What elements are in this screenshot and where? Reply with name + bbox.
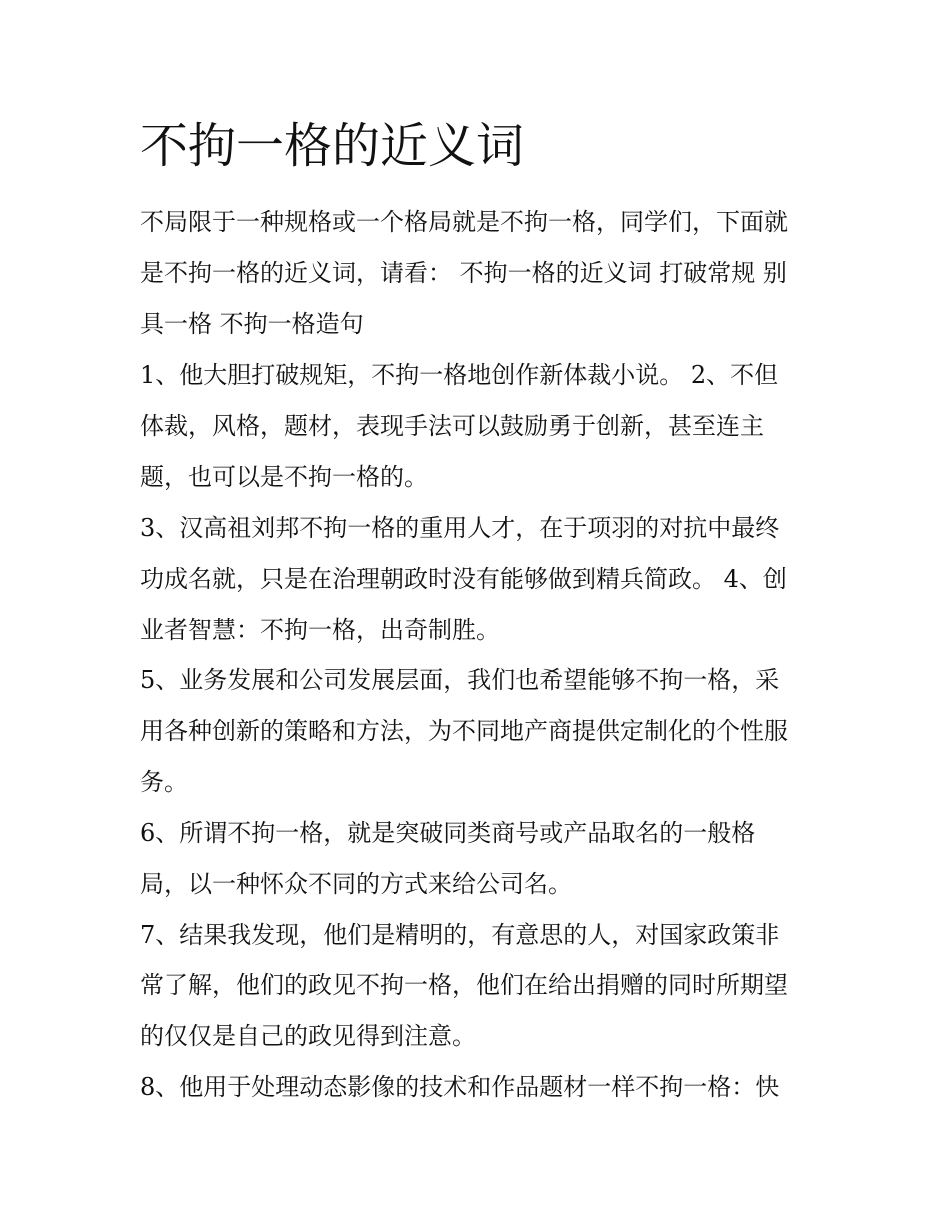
text-line: 8、他用于处理动态影像的技术和作品题材一样不拘一格：快 [140,1073,780,1101]
text-line: 用各种创新的策略和方法，为不同地产商提供定制化的个性服 [140,717,788,745]
text-line: 3、汉高祖刘邦不拘一格的重用人才，在于项羽的对抗中最终 [140,514,780,542]
document-title: 不拘一格的近义词 [140,118,525,174]
text-line: 的仅仅是自己的政见得到注意。 [140,1022,476,1050]
text-line: 1、他大胆打破规矩，不拘一格地创作新体裁小说。 2、不但 [140,361,779,389]
text-line: 6、所谓不拘一格，就是突破同类商号或产品取名的一般格 [140,819,756,847]
text-line: 题，也可以是不拘一格的。 [140,463,428,491]
text-line: 不局限于一种规格或一个格局就是不拘一格，同学们，下面就 [140,208,788,236]
text-line: 功成名就，只是在治理朝政时没有能够做到精兵简政。 4、创 [140,565,787,593]
text-line: 具一格 不拘一格造句 [140,310,364,338]
text-line: 体裁，风格，题材，表现手法可以鼓励勇于创新，甚至连主 [140,412,764,440]
text-line: 5、业务发展和公司发展层面，我们也希望能够不拘一格，采 [140,666,780,694]
text-line: 7、结果我发现，他们是精明的，有意思的人，对国家政策非 [140,921,780,949]
text-line: 务。 [140,768,188,796]
text-line: 是不拘一格的近义词，请看： 不拘一格的近义词 打破常规 别 [140,259,787,287]
text-line: 业者智慧：不拘一格，出奇制胜。 [140,616,500,644]
text-line: 局，以一种怀众不同的方式来给公司名。 [140,870,572,898]
text-line: 常了解，他们的政见不拘一格，他们在给出捐赠的同时所期望 [140,971,788,999]
